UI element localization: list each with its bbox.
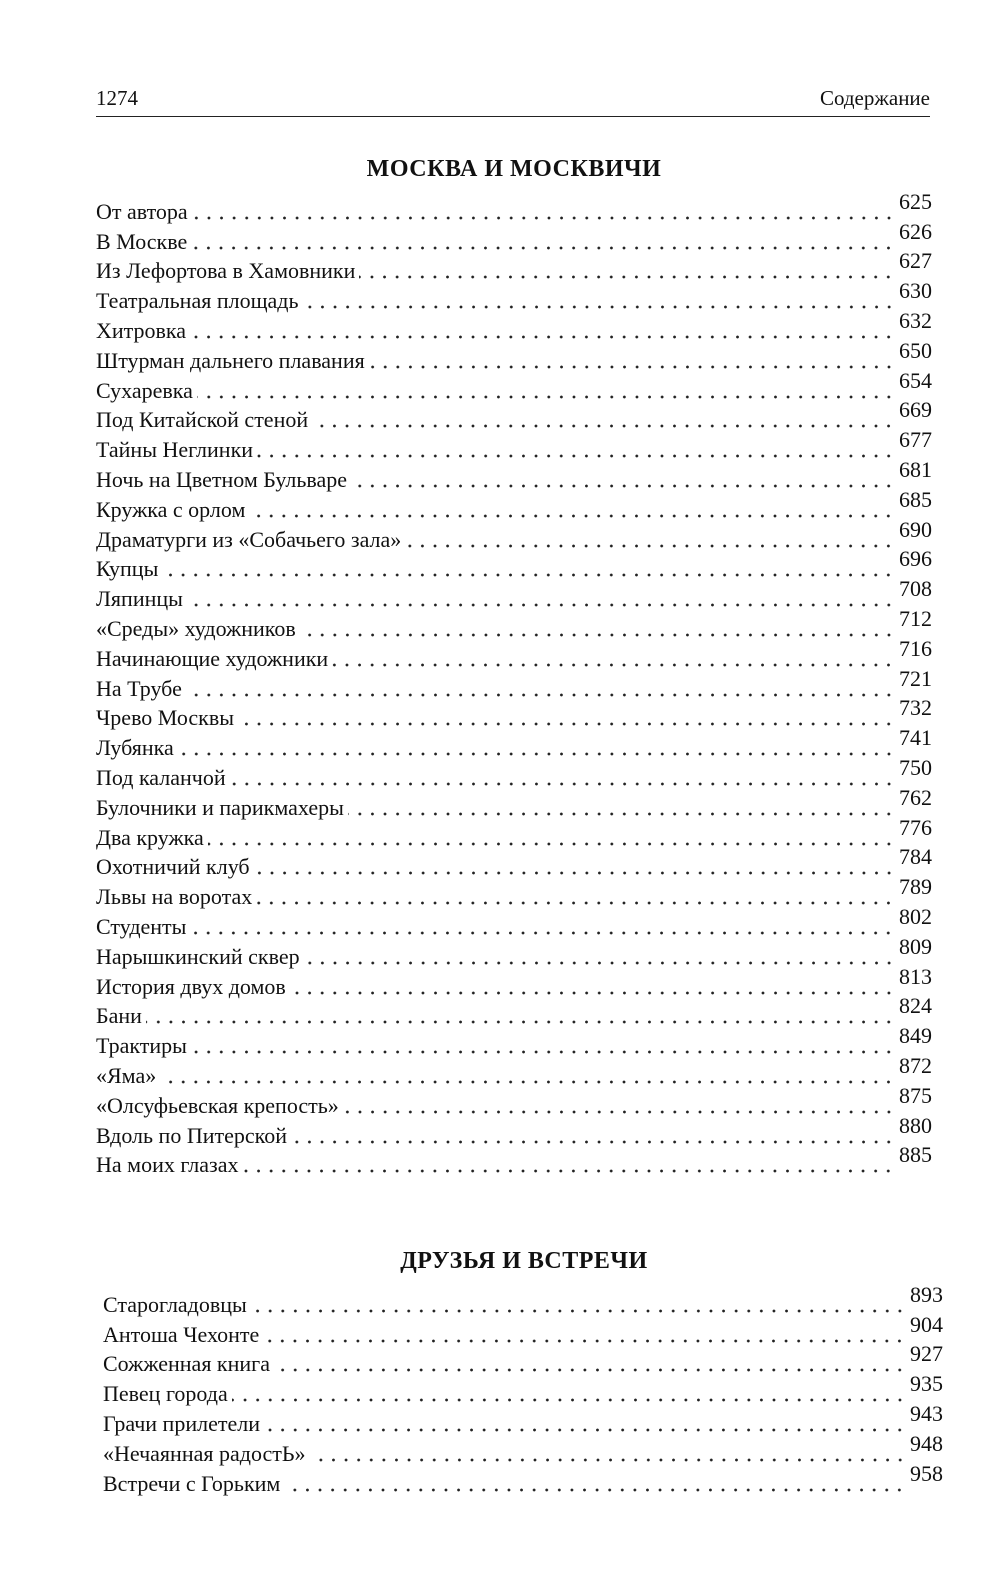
toc-entry-page: 669: [899, 397, 932, 423]
toc-entry: [96, 427, 932, 463]
dot-leader: [312, 424, 895, 428]
section-title: МОСКВА И МОСКВИЧИ: [366, 155, 662, 182]
dot-leader: [162, 573, 895, 577]
toc-entry: [96, 278, 932, 314]
toc-entry-page: 650: [899, 337, 932, 363]
toc-entry-page: 943: [910, 1400, 943, 1426]
toc-entry-page: 824: [899, 993, 932, 1019]
toc-entry-page: 721: [899, 665, 932, 691]
toc-entry-title: «Олсуфьевская крепость»: [96, 1092, 339, 1118]
toc-entry-title: «Нечаянная радостЬ»: [103, 1440, 306, 1466]
toc-entry: [103, 1400, 943, 1437]
toc-entry-page: 904: [910, 1311, 943, 1337]
toc-entry-page: 875: [899, 1082, 932, 1108]
toc-entry-title: Певец города: [103, 1381, 228, 1407]
toc-entry-page: 927: [910, 1341, 943, 1367]
toc-entry: [96, 397, 932, 434]
toc-entry-page: 690: [899, 516, 932, 542]
toc-entry: [96, 695, 932, 732]
toc-entry-title: На моих глазах: [96, 1152, 239, 1178]
dot-leader: [290, 991, 895, 995]
toc-entry: [96, 665, 932, 702]
toc-entry-title: Студенты: [96, 913, 187, 939]
toc-entry-page: 750: [899, 754, 932, 780]
dot-leader: [332, 663, 895, 667]
toc-entry: [96, 1052, 932, 1089]
toc-entry-title: Старогладовцы: [103, 1291, 247, 1317]
toc-entry-title: Охотничий клуб: [96, 854, 250, 880]
toc-entry-page: 776: [899, 814, 932, 840]
toc-entry-title: Ляпинцы: [96, 586, 183, 612]
toc-entry-title: Под каланчой: [96, 764, 226, 790]
dot-leader: [238, 722, 895, 726]
toc-entry-page: 789: [899, 874, 932, 900]
toc-entry-page: 630: [899, 278, 932, 304]
dot-leader: [186, 693, 895, 697]
toc-entry: [96, 218, 932, 255]
toc-entry: [96, 337, 932, 374]
toc-entry: [96, 248, 932, 285]
toc-entry-page: 849: [899, 1023, 932, 1049]
toc-entry: [103, 1311, 943, 1348]
page-number: 1274: [96, 86, 138, 110]
toc-entry-title: Трактиры: [96, 1033, 187, 1059]
dot-leader: [190, 931, 895, 935]
toc-entry: [96, 963, 932, 1000]
dot-leader: [291, 1140, 895, 1144]
toc-entry-title: Штурман дальнего плавания: [96, 347, 365, 373]
dot-leader: [178, 752, 895, 756]
running-title: Содержание: [819, 86, 930, 110]
toc-entry: [103, 1430, 943, 1467]
toc-entry: [103, 1460, 943, 1497]
toc-entry-page: 632: [899, 307, 932, 333]
toc-entry-title: Хитровка: [96, 317, 187, 343]
toc-entry-page: 784: [899, 844, 932, 870]
toc-entry-title: Антоша Чехонте: [103, 1321, 260, 1347]
dot-leader: [264, 1428, 906, 1432]
toc-entry-page: 654: [899, 367, 932, 393]
toc-entry-title: Львы на воротах: [96, 884, 253, 910]
toc-entry: [96, 605, 932, 642]
toc-entry-page: 885: [899, 1142, 932, 1168]
toc-entry-page: 893: [910, 1281, 943, 1307]
toc-entry: [96, 367, 932, 404]
toc-entry-title: Чрево Москвы: [96, 705, 234, 731]
section-title: ДРУЗЬЯ И ВСТРЕЧИ: [400, 1247, 648, 1274]
toc-entry-page: 708: [899, 576, 932, 602]
toc-entry-page: 627: [899, 248, 932, 274]
dot-leader: [192, 216, 895, 220]
toc-entry: [96, 874, 932, 910]
toc-entry: [96, 188, 932, 225]
toc-entry-title: «Среды» художников: [96, 615, 296, 641]
toc-entry-title: От автора: [96, 198, 188, 224]
toc-entry-title: Грачи прилетели: [103, 1410, 260, 1436]
toc-entry-page: 716: [899, 635, 932, 661]
dot-leader: [232, 1398, 906, 1402]
toc-entry-page: 681: [899, 456, 932, 482]
dot-leader: [160, 1080, 895, 1084]
toc-entry-page: 813: [899, 963, 932, 989]
toc-entry-title: В Москве: [96, 228, 188, 254]
toc-entry-page: 802: [899, 903, 932, 929]
dot-leader: [256, 901, 895, 905]
toc-entry: [96, 814, 932, 851]
dot-leader: [242, 1169, 895, 1173]
toc-entry: [96, 1082, 932, 1119]
dot-leader: [187, 603, 895, 607]
toc-list: [103, 1281, 943, 1497]
dot-leader: [257, 454, 895, 458]
dot-leader: [197, 395, 895, 399]
toc-entry: [96, 486, 932, 523]
toc-entry-title: Нарышкинский сквер: [96, 943, 300, 969]
toc-entry: [96, 1112, 932, 1149]
toc-entry: [96, 635, 932, 672]
toc-entry-title: Из Лефортова в Хамовники: [96, 258, 356, 284]
dot-leader: [284, 1488, 906, 1492]
toc-entry-page: 809: [899, 933, 932, 959]
dot-leader: [208, 842, 895, 846]
toc-entry-title: На Трубе: [96, 675, 182, 701]
dot-leader: [146, 1020, 895, 1024]
toc-entry-page: 625: [899, 188, 932, 214]
dot-leader: [263, 1339, 906, 1343]
dot-leader: [310, 1458, 906, 1462]
toc-entry-page: 762: [899, 784, 932, 810]
toc-entry: [96, 307, 932, 344]
toc-entry: [96, 903, 932, 940]
toc-entry-title: Ночь на Цветном Бульваре: [96, 466, 348, 492]
dot-leader: [343, 1110, 895, 1114]
toc-entry: [103, 1341, 943, 1378]
toc-entry-title: Театральная площадь: [96, 288, 299, 314]
dot-leader: [303, 305, 895, 309]
toc-entry: [96, 754, 932, 791]
toc-entry-title: «Яма»: [96, 1062, 157, 1088]
toc-entry: [96, 576, 932, 612]
toc-entry-page: 958: [910, 1460, 943, 1486]
dot-leader: [230, 782, 895, 786]
toc-entry: [96, 456, 932, 493]
dot-leader: [191, 246, 895, 250]
toc-entry-page: 948: [910, 1430, 943, 1456]
dot-leader: [351, 484, 895, 488]
dot-leader: [405, 544, 895, 548]
toc-list: [96, 188, 932, 1178]
toc-entry: [96, 844, 932, 881]
toc-entry-page: 732: [899, 695, 932, 721]
toc-entry-title: История двух домов: [96, 973, 286, 999]
toc-entry-title: Тайны Неглинки: [96, 437, 254, 463]
toc-entry-title: Лубянка: [96, 735, 174, 761]
toc-entry: [96, 993, 932, 1030]
dot-leader: [369, 365, 895, 369]
toc-entry-page: 935: [910, 1371, 943, 1397]
toc-entry-title: Драматурги из «Собачьего зала»: [96, 526, 402, 552]
toc-entry-title: Два кружка: [96, 824, 204, 850]
toc-entry: [96, 1023, 932, 1059]
toc-entry-page: 685: [899, 486, 932, 512]
toc-entry-title: Под Китайской стеной: [96, 407, 309, 433]
toc-entry-page: 626: [899, 218, 932, 244]
toc-entry-page: 696: [899, 546, 932, 572]
toc-entry-page: 872: [899, 1052, 932, 1078]
toc-entry-title: Купцы: [96, 556, 159, 582]
toc-entry-title: Встречи с Горьким: [103, 1470, 281, 1496]
toc-entry: [96, 516, 932, 553]
dot-leader: [251, 1309, 906, 1313]
dot-leader: [254, 871, 895, 875]
toc-entry-page: 741: [899, 725, 932, 751]
toc-entry: [103, 1281, 943, 1318]
dot-leader: [249, 514, 895, 518]
toc-entry-page: 880: [899, 1112, 932, 1138]
toc-entry-title: Бани: [96, 1003, 142, 1029]
dot-leader: [304, 961, 895, 965]
dot-leader: [359, 275, 895, 279]
toc-entry-page: 677: [899, 427, 932, 453]
toc-entry-page: 712: [899, 605, 932, 631]
toc-entry-title: Начинающие художники: [96, 645, 329, 671]
dot-leader: [274, 1368, 906, 1372]
toc-entry: [96, 784, 932, 821]
dot-leader: [300, 633, 895, 637]
toc-entry: [96, 725, 932, 761]
toc-entry-title: Кружка с орлом: [96, 496, 246, 522]
toc-entry: [96, 1142, 932, 1179]
running-head: [96, 86, 930, 117]
toc-entry-title: Сухаревка: [96, 377, 193, 403]
toc-entry: [96, 933, 932, 970]
dot-leader: [190, 335, 895, 339]
dot-leader: [348, 812, 895, 816]
toc-entry: [103, 1371, 943, 1407]
toc-entry-title: Вдоль по Питерской: [96, 1122, 287, 1148]
toc-entry-title: Булочники и парикмахеры: [96, 794, 344, 820]
toc-entry-title: Сожженная книга: [103, 1351, 270, 1377]
toc-entry: [96, 546, 932, 583]
dot-leader: [191, 1050, 895, 1054]
